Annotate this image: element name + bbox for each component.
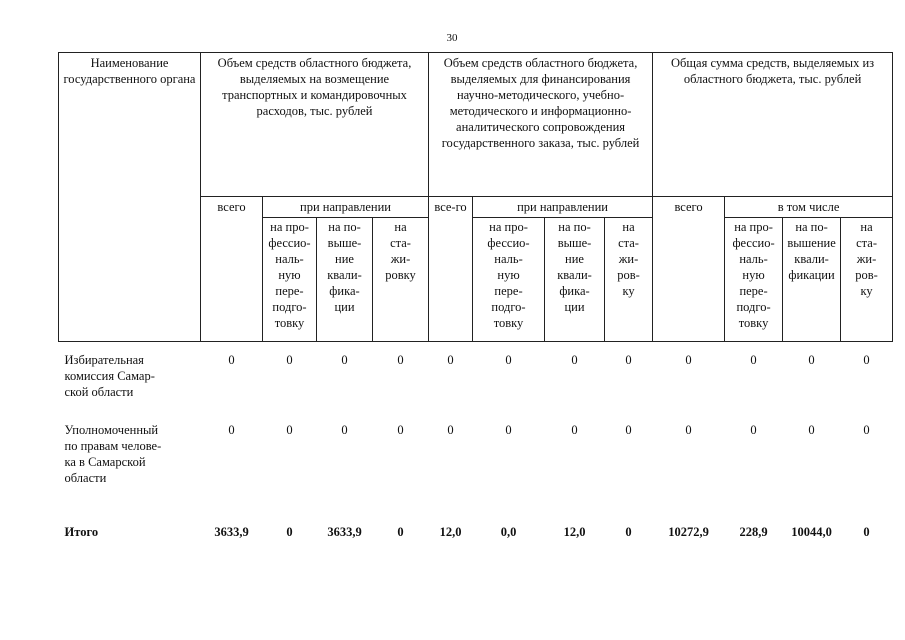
value-cell: 0 <box>447 353 454 367</box>
header-by-direction-1: при направлении <box>263 197 429 218</box>
header-internship-1: на ста- жи- ровку <box>373 218 429 342</box>
header-including: в том числе <box>725 197 893 218</box>
value-cell: 0 <box>863 353 870 367</box>
value-cell: 0 <box>341 353 348 367</box>
total-value-cell: 10272,9 <box>668 525 709 539</box>
value-cell: 0 <box>750 423 757 437</box>
table-row <box>59 422 893 514</box>
value-cell: 0 <box>397 353 404 367</box>
value-cell: 0 <box>625 353 632 367</box>
value-cell: 0 <box>447 423 454 437</box>
total-value-cell: 12,0 <box>439 525 462 539</box>
header-retraining-1: на про- фессио- наль- ную пере- подго- товку <box>263 218 317 342</box>
total-row <box>59 514 893 550</box>
total-value-cell: 0 <box>397 525 404 539</box>
total-label: Итого <box>64 525 99 539</box>
header-qualification-1: на по- выше- ние квали- фика- ции <box>317 218 373 342</box>
value-cell: 0 <box>228 423 235 437</box>
value-cell: 0 <box>685 423 692 437</box>
header-qualification-2: на по- выше- ние квали- фика- ции <box>545 218 605 342</box>
value-cell: 0 <box>808 423 815 437</box>
value-cell: 0 <box>685 353 692 367</box>
header-methodical-support: Объем средств областного бюджета, выделяемых для финансирования научно-методического, учебно-методического и информационно-аналитического сопровождения государственного заказа, тыс. рублей <box>429 53 653 197</box>
total-value-cell: 3633,9 <box>214 525 249 539</box>
header-qualification-3: на по- вышение квали- фикации <box>783 218 841 342</box>
value-cell: 0 <box>505 423 512 437</box>
organ-name-cell: Избирательная комиссия Самар- ской области <box>64 353 155 399</box>
total-value-cell: 12,0 <box>563 525 586 539</box>
value-cell: 0 <box>341 423 348 437</box>
value-cell: 0 <box>571 353 578 367</box>
value-cell: 0 <box>750 353 757 367</box>
table-row <box>59 352 893 422</box>
header-by-direction-2: при направлении <box>473 197 653 218</box>
value-cell: 0 <box>571 423 578 437</box>
value-cell: 0 <box>625 423 632 437</box>
value-cell: 0 <box>808 353 815 367</box>
organ-name-cell: Уполномоченный по правам челове- ка в Самарской области <box>64 423 162 485</box>
header-internship-3: на ста- жи- ров- ку <box>841 218 893 342</box>
header-retraining-3: на про- фессио- наль- ную пере- подго- товку <box>725 218 783 342</box>
header-total-2: все-го <box>429 197 473 342</box>
value-cell: 0 <box>286 353 293 367</box>
header-internship-2: на ста- жи- ров- ку <box>605 218 653 342</box>
total-value-cell: 0,0 <box>500 525 517 539</box>
header-retraining-2: на про- фессио- наль- ную пере- подго- товку <box>473 218 545 342</box>
header-transport-expenses: Объем средств областного бюджета, выделяемых на возмещение транспортных и командировочных расходов, тыс. рублей <box>201 53 429 197</box>
header-total-3: всего <box>653 197 725 342</box>
header-total-1: всего <box>201 197 263 342</box>
total-value-cell: 3633,9 <box>327 525 362 539</box>
total-value-cell: 228,9 <box>739 525 768 539</box>
total-value-cell: 0 <box>625 525 632 539</box>
value-cell: 0 <box>286 423 293 437</box>
header-total-funds: Общая сумма средств, выделяемых из областного бюджета, тыс. рублей <box>653 53 893 197</box>
value-cell: 0 <box>228 353 235 367</box>
page-number: 30 <box>446 32 458 44</box>
value-cell: 0 <box>397 423 404 437</box>
value-cell: 0 <box>505 353 512 367</box>
value-cell: 0 <box>863 423 870 437</box>
total-value-cell: 0 <box>863 525 870 539</box>
total-value-cell: 10044,0 <box>791 525 832 539</box>
total-value-cell: 0 <box>286 525 293 539</box>
budget-table <box>58 52 893 550</box>
header-organ-name: Наименование государственного органа <box>59 53 201 342</box>
